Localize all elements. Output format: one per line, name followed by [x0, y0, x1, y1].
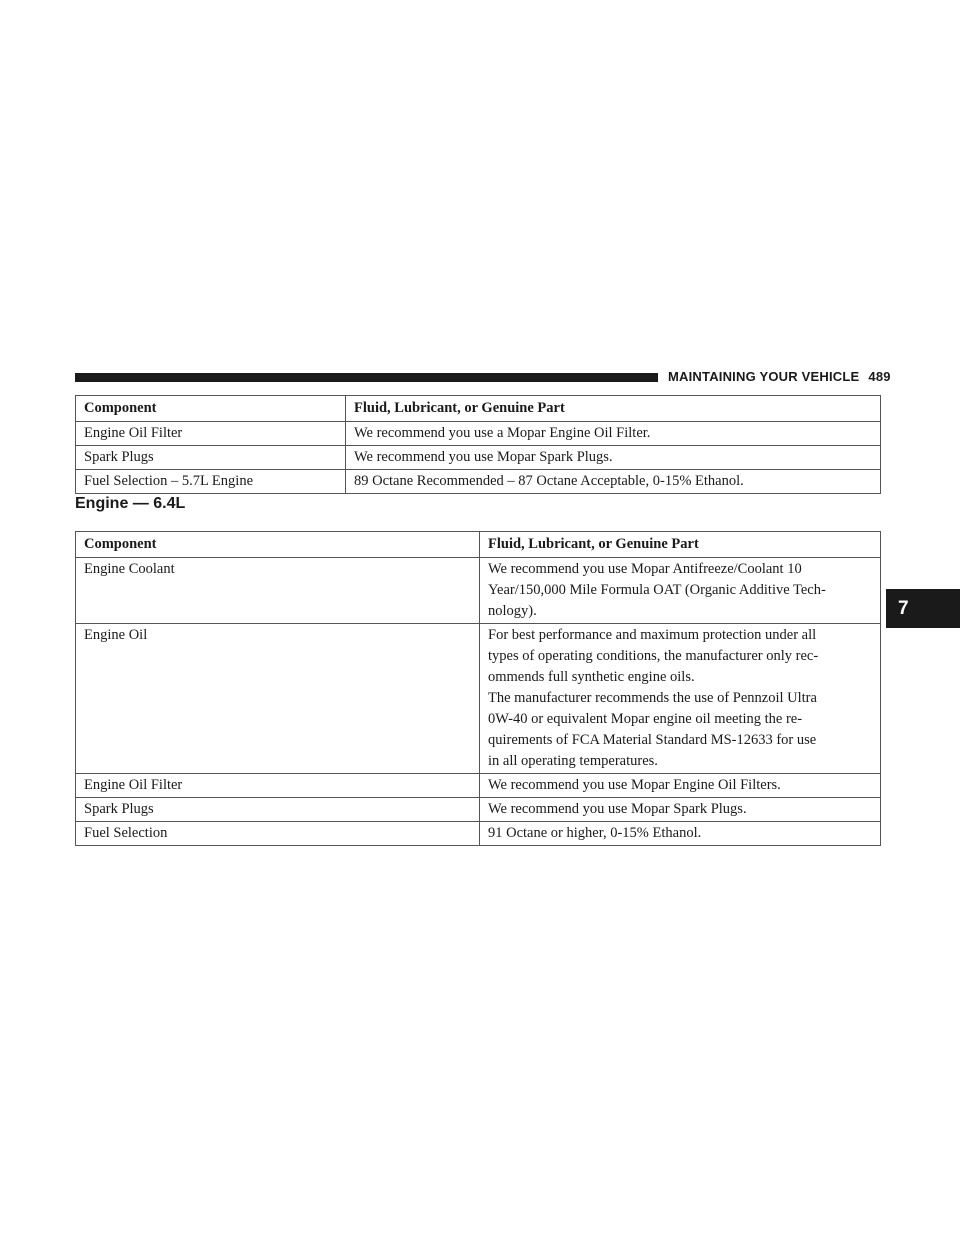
- fluid-cell: We recommend you use Mopar Engine Oil Filters.: [480, 774, 881, 798]
- component-cell: Engine Oil: [76, 624, 480, 774]
- fluids-table-5-7l: [75, 395, 881, 494]
- table-row: [76, 422, 881, 446]
- text-line: types of operating conditions, the manufacturer only rec-: [488, 648, 819, 664]
- text-line: The manufacturer recommends the use of Pennzoil Ultra: [488, 690, 817, 706]
- table-row: [76, 446, 881, 470]
- section-heading: Engine — 6.4L: [75, 495, 186, 512]
- fluid-cell: We recommend you use Mopar Spark Plugs.: [346, 446, 881, 470]
- column-header-fluid: Fluid, Lubricant, or Genuine Part: [346, 396, 881, 422]
- header-rule: [75, 373, 658, 382]
- fluid-cell: 91 Octane or higher, 0-15% Ethanol.: [480, 822, 881, 846]
- fluid-cell: We recommend you use Mopar Spark Plugs.: [480, 798, 881, 822]
- column-header-component: Component: [76, 532, 480, 558]
- column-header-component: Component: [76, 396, 346, 422]
- component-cell: Engine Oil Filter: [76, 774, 480, 798]
- running-header: [668, 369, 891, 384]
- table-row: [76, 558, 881, 624]
- component-cell: Engine Coolant: [76, 558, 480, 624]
- fluid-text: [488, 625, 872, 688]
- text-line: 0W-40 or equivalent Mopar engine oil meeting the re-: [488, 711, 803, 727]
- fluid-cell: 89 Octane Recommended – 87 Octane Acceptable, 0-15% Ethanol.: [346, 470, 881, 494]
- fluid-text: [488, 559, 872, 622]
- text-line: For best performance and maximum protection under all: [488, 627, 817, 643]
- text-line: quirements of FCA Material Standard MS-12633 for use: [488, 732, 817, 748]
- chapter-number: 7: [898, 597, 909, 619]
- chapter-tab: [886, 589, 960, 628]
- component-cell: Engine Oil Filter: [76, 422, 346, 446]
- fluid-text-second-paragraph: [488, 688, 872, 772]
- fluid-cell: [480, 558, 881, 624]
- component-cell: Fuel Selection – 5.7L Engine: [76, 470, 346, 494]
- component-cell: Spark Plugs: [76, 446, 346, 470]
- table-header-row: [76, 532, 881, 558]
- text-line: We recommend you use Mopar Antifreeze/Coolant 10: [488, 561, 802, 577]
- table-row: [76, 470, 881, 494]
- table-row: [76, 798, 881, 822]
- text-line: Year/150,000 Mile Formula OAT (Organic Additive Tech-: [488, 582, 826, 598]
- component-cell: Fuel Selection: [76, 822, 480, 846]
- text-line: nology).: [488, 603, 537, 619]
- text-line: in all operating temperatures.: [488, 753, 658, 769]
- fluids-table-6-4l: [75, 531, 881, 846]
- table-header-row: [76, 396, 881, 422]
- table-row: [76, 624, 881, 774]
- component-cell: Spark Plugs: [76, 798, 480, 822]
- fluid-cell: We recommend you use a Mopar Engine Oil Filter.: [346, 422, 881, 446]
- table-row: [76, 822, 881, 846]
- text-line: ommends full synthetic engine oils.: [488, 669, 695, 685]
- section-title: MAINTAINING YOUR VEHICLE: [668, 369, 860, 384]
- table-row: [76, 774, 881, 798]
- column-header-fluid: Fluid, Lubricant, or Genuine Part: [480, 532, 881, 558]
- fluid-cell: [480, 624, 881, 774]
- page-number: 489: [868, 369, 891, 384]
